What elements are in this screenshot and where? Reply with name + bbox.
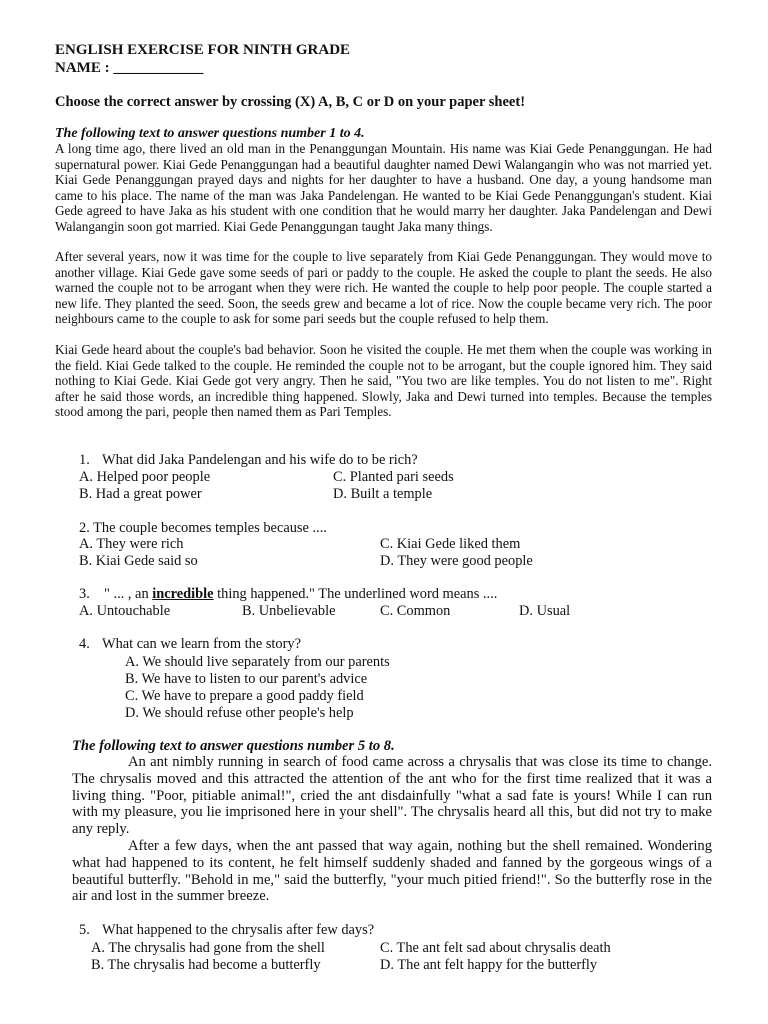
question-3-pre: " ... , an (104, 586, 153, 602)
option-c: C. We have to prepare a good paddy field (125, 688, 364, 704)
question-number: 3. (79, 586, 90, 602)
question-1-text: What did Jaka Pandelengan and his wife do to be rich? (102, 452, 418, 468)
page-title: ENGLISH EXERCISE FOR NINTH GRADE (55, 42, 351, 58)
question-3-post: thing happened." The underlined word means .... (213, 586, 498, 602)
option-a: A. Untouchable (79, 603, 171, 619)
name-field-label: NAME : ____________ (55, 60, 204, 76)
question-number: 1. (79, 452, 90, 468)
option-d: D. Usual (519, 603, 571, 619)
passage2-paragraph: An ant nimbly running in search of food came across a chrysalis that was close its time to change. The chrysalis moved and this attracted the attention of the ant who for the first time realized that it was a living thing. "Poor, pitiable animal!", cried the ant disdainfully "what a sad fate is yours! While I can run with my pleasure, you lie imprisoned here in your shell". The chrysalis heard all this, but did not try to make any reply. (72, 754, 712, 838)
option-c: C. Common (380, 603, 451, 619)
option-a: A. The chrysalis had gone from the shell (91, 940, 325, 956)
option-b: B. The chrysalis had become a butterfly (91, 957, 321, 973)
question-2-text: 2. The couple becomes temples because .... (79, 520, 327, 536)
passage1-heading: The following text to answer questions number 1 to 4. (55, 126, 365, 141)
instruction: Choose the correct answer by crossing (X) A, B, C or D on your paper sheet! (55, 94, 526, 110)
option-a: A. They were rich (79, 536, 184, 552)
passage1-paragraph: A long time ago, there lived an old man in the Penanggungan Mountain. His name was Kiai Gede Penanggungan. He had supernatural power. Kiai Gede Penanggungan had a beautiful daughter named Dewi Walangangin who was not married yet. Kiai Gede Penanggungan prayed days and nights for her daughter to have a husband. One day, a young handsome man came to his place. The name of the man was Jaka Pandelengan. He wanted to be Kiai Gede Penanggungan's student. Kiai Gede agreed to have Jaka as his student with one condition that he would marry her daughter. Jaka Pandelengan and Dewi Walangangin soon got married. Kiai Gede Penanggungan taught Jaka many things. (55, 141, 712, 234)
option-d: D. Built a temple (333, 486, 433, 502)
passage2-paragraph: After a few days, when the ant passed that way again, nothing but the shell remained. Wondering what had happened to its content, he felt himself suddenly shaded and fanned by the gorgeous wings of a beautiful butterfly. "Behold in me," said the butterfly, "your much pitied friend!". So the butterfly rose in the air and lost in the summer breeze. (72, 838, 712, 905)
option-d: D. We should refuse other people's help (125, 705, 354, 721)
option-b: B. Kiai Gede said so (79, 553, 198, 569)
question-3-text (104, 586, 497, 603)
question-number: 4. (79, 636, 90, 652)
passage2-heading: The following text to answer questions number 5 to 8. (72, 738, 395, 754)
option-b: B. We have to listen to our parent's advice (125, 671, 368, 687)
question-5-text: What happened to the chrysalis after few days? (102, 922, 375, 938)
option-d: D. They were good people (380, 553, 533, 569)
passage1-paragraph: After several years, now it was time for the couple to live separately from Kiai Gede Penanggungan. They would move to another village. Kiai Gede gave some seeds of pari or paddy to the couple. He asked the couple to plant the seeds. He also warned the couple not to be arrogant when they were rich. He wanted the couple to help poor people. The couple started a new life. They planted the seed. Soon, the seeds grew and became a lot of rice. Now the couple became very rich. The poor neighbours came to the couple to ask for some pari seeds but the couple refused to help them. (55, 249, 712, 326)
question-number: 5. (79, 922, 90, 938)
option-b: B. Had a great power (79, 486, 202, 502)
option-a: A. We should live separately from our parents (125, 654, 390, 670)
underlined-word: incredible (152, 586, 214, 602)
option-a: A. Helped poor people (79, 469, 211, 485)
option-c: C. Planted pari seeds (333, 469, 454, 485)
option-b: B. Unbelievable (242, 603, 336, 619)
option-d: D. The ant felt happy for the butterfly (380, 957, 598, 973)
question-4-text: What can we learn from the story? (102, 636, 301, 652)
option-c: C. The ant felt sad about chrysalis death (380, 940, 611, 956)
option-c: C. Kiai Gede liked them (380, 536, 521, 552)
passage1-paragraph: Kiai Gede heard about the couple's bad behavior. Soon he visited the couple. He met them when the couple was working in the field. Kiai Gede talked to the couple. He reminded the couple not to be arrogant, but the couple ignored him. They said nothing to Kiai Gede. Kiai Gede got very angry. Then he said, "You two are like temples. You do not listen to me". Right after he said those words, an incredible thing happened. Slowly, Jaka and Dewi turned into temples. Because the temples stood among the pari, people then named them as Pari Temples. (55, 342, 712, 419)
